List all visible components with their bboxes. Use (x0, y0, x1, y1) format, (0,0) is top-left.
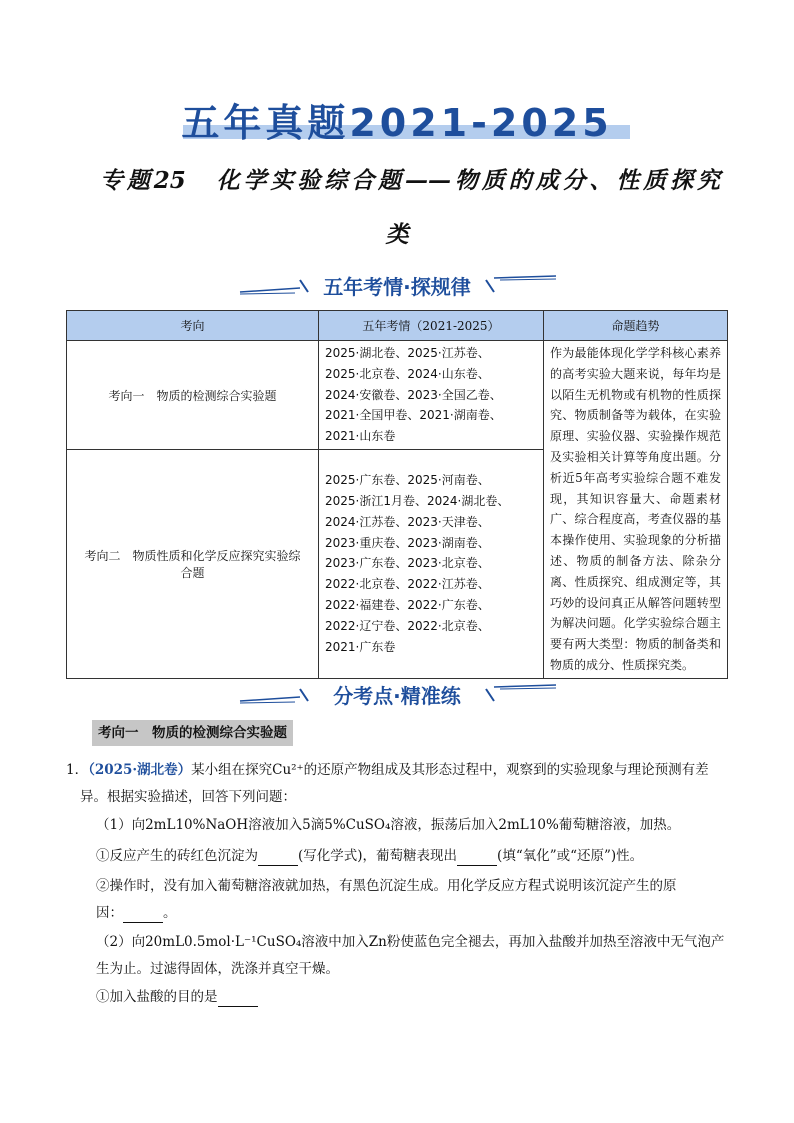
year-line: 2021·山东卷 (325, 429, 396, 444)
part-1-text: （1）向2mL10%NaOH溶液加入5滴5%CuSO₄溶液，振荡后加入2mL10%葡萄糖溶液，加热。 (96, 817, 681, 833)
topic-title: 专题25 化学实验综合题——物质的成分、性质探究 (100, 167, 720, 194)
question-number: 1． (66, 762, 89, 778)
main-title: 五年真题2021-2025 (181, 101, 613, 145)
topic-cell: 考向一 物质的检测综合实验题 (67, 341, 319, 450)
year-line: 2025·湖北卷、2025·江苏卷、 (325, 346, 490, 360)
year-line: 2024·安徽卷、2023·全国乙卷、 (325, 387, 502, 402)
year-line: 2022·福建卷、2022·广东卷、 (325, 598, 490, 613)
year-line: 2025·广东卷、2025·河南卷、 (325, 473, 490, 488)
text-segment: ①反应产生的砖红色沉淀为 (96, 848, 258, 864)
part-1-sub-2-line1: ②操作时，没有加入葡萄糖溶液就加热，有黑色沉淀生成。用化学反应方程式说明该沉淀产生的原 (96, 878, 677, 894)
column-header-trend: 命题趋势 (544, 311, 728, 341)
year-line: 2023·重庆卷、2023·湖南卷、 (325, 535, 490, 550)
text-segment: (填“氧化”或“还原”)性。 (497, 848, 644, 864)
question-stem-text: 某小组在探究Cu²⁺的还原产物组成及其形态过程中，观察到的实验现象与理论预测有差 (191, 762, 709, 778)
year-line: 2025·北京卷、2024·山东卷、 (325, 366, 490, 381)
column-header-topic: 考向 (67, 311, 319, 341)
years-cell (319, 341, 544, 450)
year-line: 2021·全国甲卷、2021·湖南卷、 (325, 408, 502, 423)
part-2-sub-1 (96, 987, 756, 1007)
question-stem-line2: 异。根据实验描述，回答下列问题： (80, 789, 296, 805)
topic-title-continued: 类 (385, 221, 409, 248)
question-source: （2025·湖北卷） (88, 762, 192, 778)
answer-blank[interactable] (123, 908, 163, 923)
practice-banner-text: 分考点·精准练 (333, 684, 461, 708)
text-segment: ①加入盐酸的目的是 (96, 989, 218, 1005)
section-label: 考向一 物质的检测综合实验题 (92, 720, 293, 746)
overview-banner-text: 五年考情·探规律 (323, 275, 471, 299)
table-row (67, 341, 728, 450)
text-segment: 因： (96, 905, 123, 921)
year-line: 2023·广东卷、2023·北京卷、 (325, 556, 490, 571)
part-2-line2: 生为止。过滤得固体，洗涤并真空干燥。 (96, 961, 339, 977)
topic-cell: 考向二 物质性质和化学反应探究实验综合题 (67, 450, 319, 679)
trend-cell: 作为最能体现化学学科核心素养的高考实验大题来说，每年均是以陌生无机物或有机物的性质探究、物质制备等为载体，在实验原理、实验仪器、实验操作规范及实验相关计算等角度出题。分析近5年高考实验综合题不难发现，其知识容量大、命题素材广、综合程度高，考查仪器的基本操作使用、实验现象的分析描述、物质的制备方法、除杂分离、性质探究、组成测定等，其巧妙的设问真正从解答问题转型为解决问题。化学实验综合题主要有两大类型：物质的制备类和物质的成分、性质探究类。 (544, 341, 728, 679)
part-1-sub-1 (96, 846, 756, 866)
years-cell (319, 450, 544, 679)
answer-blank[interactable] (457, 851, 497, 866)
year-line: 2022·北京卷、2022·江苏卷、 (325, 577, 490, 592)
year-line: 2024·江苏卷、2023·天津卷、 (325, 514, 490, 529)
answer-blank[interactable] (218, 992, 258, 1007)
text-segment: (写化学式)，葡萄糖表现出 (298, 848, 458, 864)
question-stem-line1 (66, 760, 746, 780)
year-line: 2021·广东卷 (325, 639, 396, 654)
year-line: 2022·辽宁卷、2022·北京卷、 (325, 618, 490, 633)
text-segment: 。 (163, 905, 177, 921)
part-2-line1: （2）向20mL0.5mol·L⁻¹CuSO₄溶液中加入Zn粉使蓝色完全褪去，再加入盐酸并加热至溶液中无气泡产 (96, 934, 725, 950)
column-header-years: 五年考情（2021-2025） (319, 311, 544, 341)
answer-blank[interactable] (258, 851, 298, 866)
year-line: 2025·浙江1月卷、2024·湖北卷、 (325, 494, 510, 509)
exam-trend-table (66, 310, 728, 679)
part-1-sub-2-line2 (96, 903, 756, 923)
